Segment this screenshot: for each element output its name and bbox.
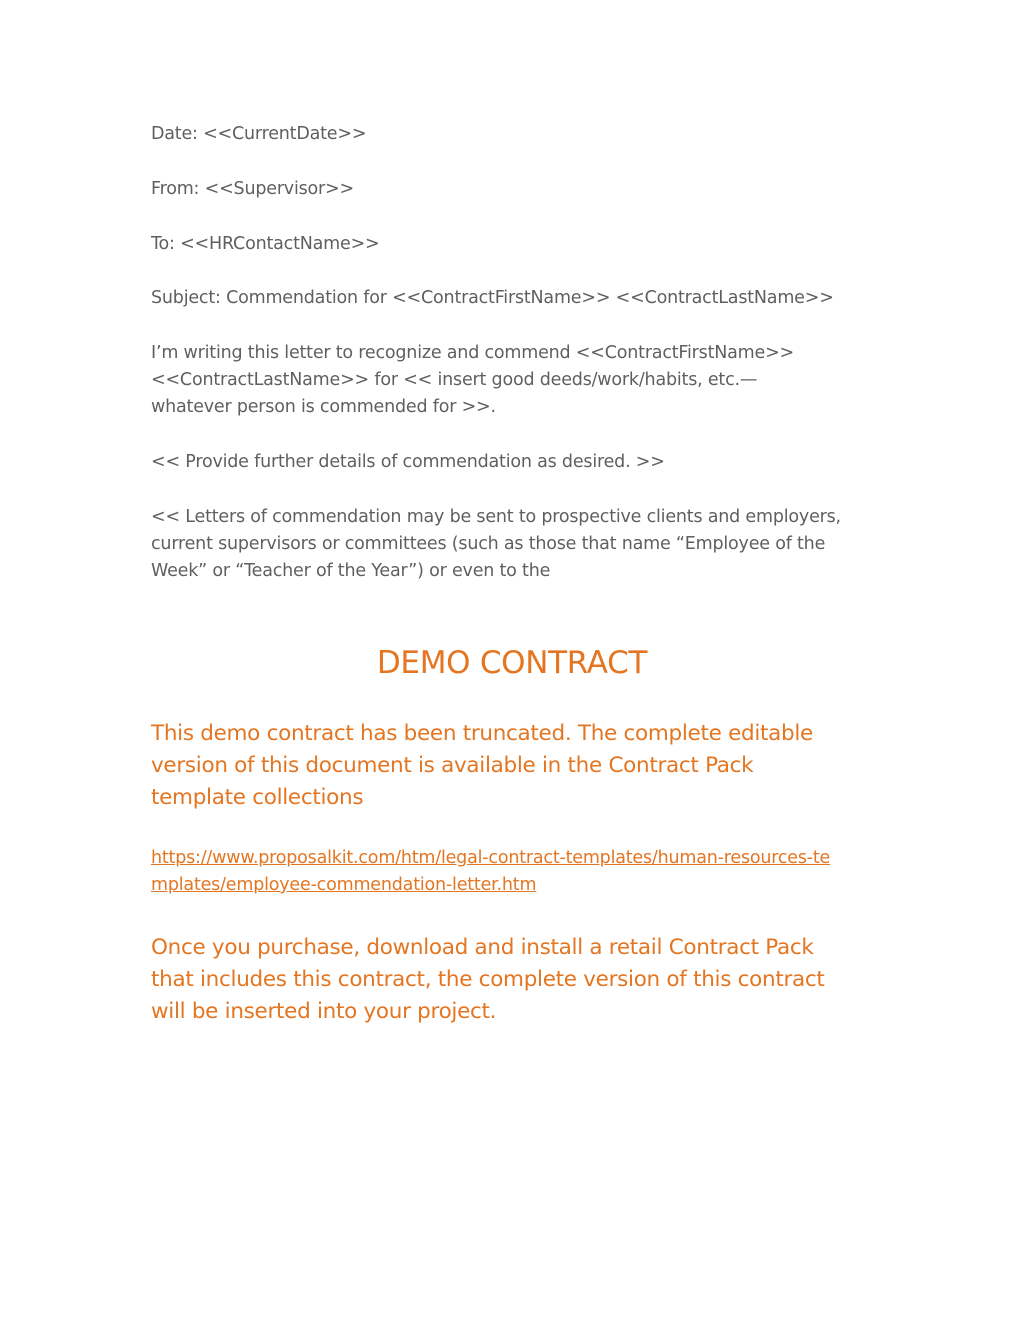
truncated-notice: This demo contract has been truncated. The complete editable version of this document is available in the Contract Pack template collections	[151, 721, 813, 810]
demo-contract-heading: DEMO CONTRACT	[376, 645, 648, 681]
to-line: To: <<HRContactName>>	[151, 234, 380, 254]
purchase-notice: Once you purchase, download and install a retail Contract Pack that includes this contract, the complete version of this contract will be inserted into your project.	[151, 935, 825, 1024]
letters-of-commendation-paragraph: << Letters of commendation may be sent to prospective clients and employers, current supervisors or committees (such as those that name “Employee of the Week” or “Teacher of the Year”) or even to the	[151, 507, 841, 581]
subject-line: Subject: Commendation for <<ContractFirstName>> <<ContractLastName>>	[151, 288, 834, 308]
date-line: Date: <<CurrentDate>>	[151, 124, 367, 144]
from-line: From: <<Supervisor>>	[151, 179, 354, 199]
further-details-paragraph: << Provide further details of commendation as desired. >>	[151, 452, 665, 472]
commendation-paragraph: I’m writing this letter to recognize and commend <<ContractFirstName>> <<ContractLastName>> for << insert good deeds/work/habits, etc.— whatever person is commended for >>.	[151, 343, 795, 417]
contract-pack-link[interactable]: https://www.proposalkit.com/htm/legal-contract-templates/human-resources-templates/employee-commendation-letter.htm	[151, 848, 831, 895]
